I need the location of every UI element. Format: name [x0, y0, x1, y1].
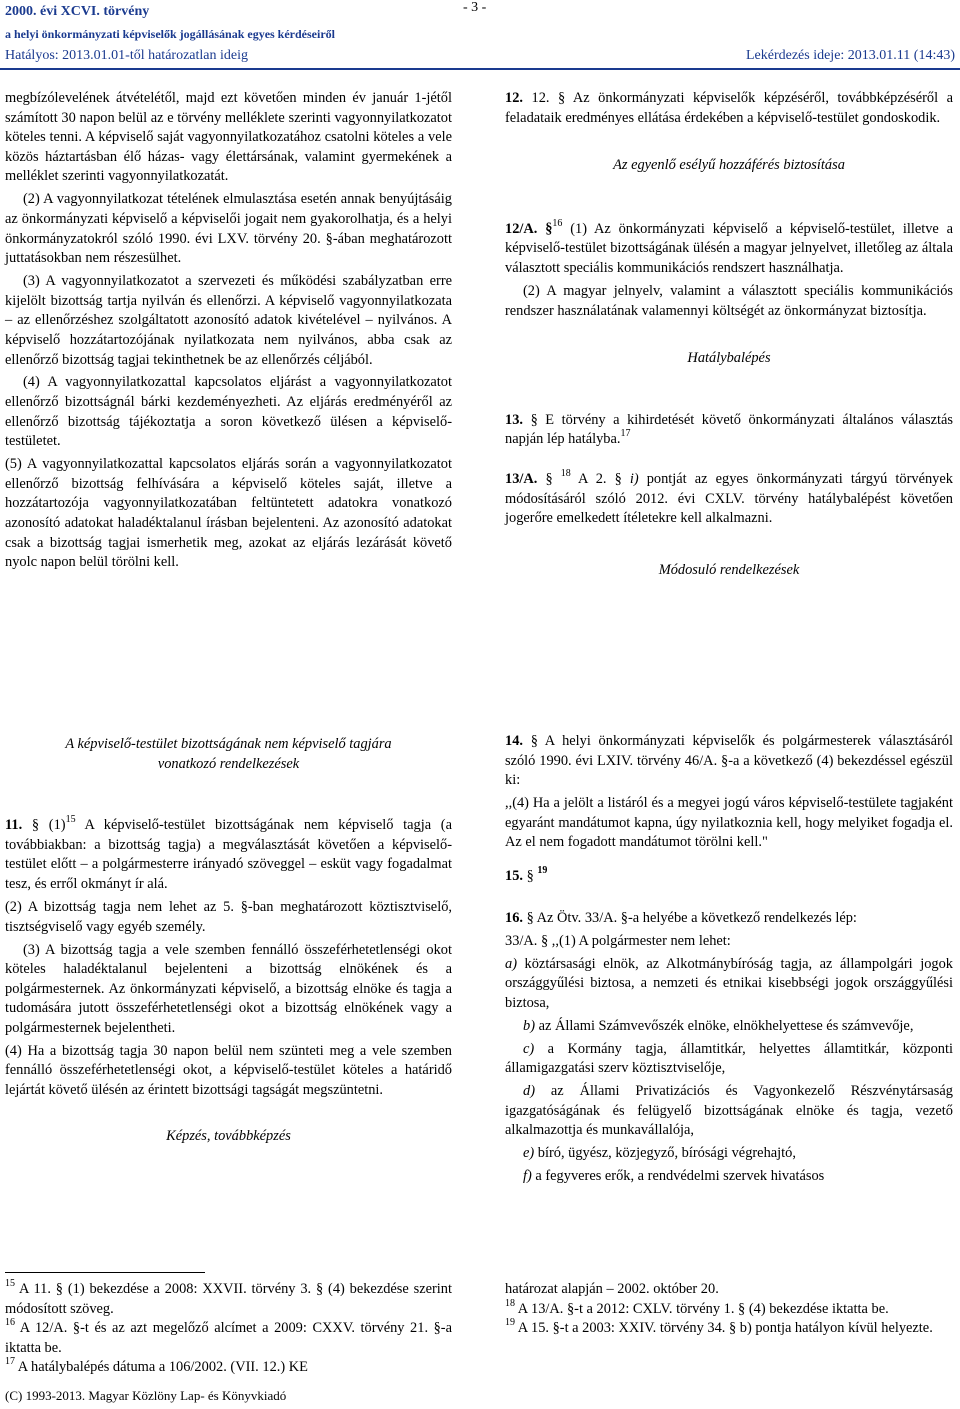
page-number: - 3 - — [463, 0, 487, 15]
left-column-top — [5, 89, 452, 576]
section-12a: 12/A. §$^{16}$ (1) Az önkormányzati képviselő a képviselő-testület, illetve a képviselő-testület bizottságának ülésén a magyar jelnyelvet, illetőleg az általa választott speciális kommunikációs rendszert használhatja. — [505, 217, 953, 276]
paragraph: (4) A vagyonnyilatkozattal kapcsolatos eljárást a vagyonnyilatkozatot ellenőrző bizottságnál bárki kezdeményezheti. Az eljárás eredményéről az ellenőrző bizottság tájékoztatja a soron következő ülésen a képviselő-testületet. — [5, 374, 452, 450]
list-item: b) az Állami Számvevőszék elnöke, elnökhelyettese és számvevője, — [523, 1017, 914, 1034]
section-heading: A képviselő-testület bizottságának nem képviselő tagjára vonatkozó rendelkezések — [65, 736, 392, 772]
left-column-bottom — [5, 735, 452, 1150]
footnote-ref[interactable]: 19 — [537, 864, 548, 876]
list-item: c) a Kormány tagja, államtitkár, helyettes államtitkár, központi államigazgatási szerv köztisztviselője, — [505, 1040, 953, 1077]
section-13a: 13/A. § $^{18}$ A 2. § i) pontját az egyes önkormányzati tárgyú törvények módosításáról szóló 2012. évi CXLV. törvény hatálybalépést követően jogerőre emelkedett ítéletekre kell alkalmazni. — [505, 467, 953, 527]
section-13: 13. § E törvény a kihirdetését követő önkormányzati általános választás napján lép hatályba.$^{17}$ — [505, 411, 953, 448]
quoted-text: 33/A. § ,,(1) A polgármester nem lehet: — [505, 932, 731, 949]
section-11: 11. § $(1)^{15}$ A képviselő-testület bizottságának nem képviselő tagja (a továbbiakban: a bizottság tagja) a megválasztását követően a képviselő-testület előtt – a polgármesterre irányadó szöveggel – esküt vagy fogadalmat tesz, és erről okmányt ír alá. — [5, 814, 452, 892]
paragraph: (2) A vagyonnyilatkozat tételének elmulasztása esetén annak benyújtásáig az önkormányzati képviselő a képviselői jogait nem gyakorolhatja, és a helyi önkormányzatokról szóló 1990. évi LXV. törvény 20. §-ában meghatározott juttatásokban nem részesülhet. — [5, 191, 452, 267]
paragraph: (3) A vagyonnyilatkozatot a szervezeti és működési szabályzatban erre kijelölt bizottság tartja nyilván és ellenőrzi. A képviselő vagyonnyilatkozata – az ellenőrzéshez szolgáltatott azonosító adatok kivételével – nyilvános. A képviselő hozzátartozójának nyilatkozata nem nyilvános, abba csak az ellenőrző bizottság tagjai tekinthetnek be az ellenőrzés céljából. — [5, 273, 452, 368]
footnotes-left — [5, 1280, 452, 1378]
quoted-text: ,,(4) Ha a jelölt a listáról és a megyei jogú város képviselő-testülete tagjaként egyaránt mandátumot kapna, úgy nyilatkoznia kell, hogy melyiket fogadja el. Az el nem fogadott mandátumot törölni kell." — [505, 795, 953, 851]
list-item: a) köztársasági elnök, az Alkotmánybíróság tagja, az állampolgári jogok országgyűlési biztosa, a nemzeti és etnikai kisebbségi jogok országgyűlési biztosa, — [505, 955, 953, 1011]
footnote: $^{15}$ A 11. § (1) bekezdése a 2008: XXVII. törvény 3. § (4) bekezdése szerint módosított szöveg. — [5, 1278, 452, 1317]
section-12: 12. 12. § Az önkormányzati képviselők képzéséről, továbbképzéséről a feladataik eredményes ellátása érdekében a képviselő-testület gondoskodik. — [505, 90, 953, 126]
footnote-divider — [5, 1272, 205, 1273]
footnote-ref[interactable]: 18 — [560, 467, 571, 479]
section-heading: Hatálybalépés — [687, 350, 771, 367]
footnote: $^{19}$ A 15. §-t a 2003: XXIV. törvény 34. § b) pontja hatályon kívül helyezte. — [505, 1317, 933, 1337]
footnote: $^{16}$ A 12/A. §-t és az azt megelőző alcímet a 2009: CXXV. törvény 21. §-a iktatta be. — [5, 1317, 452, 1356]
section-heading: Képzés, továbbképzés — [166, 1127, 291, 1144]
paragraph: (2) A magyar jelnyelv, valamint a választott speciális kommunikációs rendszer használatának valamennyi költségét az önkormányzat biztosítja. — [505, 282, 953, 319]
list-item: e) bíró, ügyész, közjegyző, bírósági végrehajtó, — [523, 1145, 796, 1162]
paragraph: (5) A vagyonnyilatkozattal kapcsolatos eljárás során a vagyonnyilatkozatot ellenőrző bizottság felhívására a képviselő köteles saját, illetve a hozzátartozója vagyonnyilatkozatában feltüntetett adatokra vonatkozó azonosító adatokat haladéktalanul írásban bejelenteni. Az azonosító adatokat csak a bizottság tagjai ismerhetik meg, azokat az eljárás lezárását követő nyolc napon belül törölni kell. — [5, 456, 452, 571]
list-item: f) a fegyveres erők, a rendvédelmi szervek hivatásos — [523, 1168, 825, 1185]
copyright: (C) 1993-2013. Magyar Közlöny Lap- és Könyvkiadó — [5, 1388, 287, 1403]
footnote: határozat alapján – 2002. október 20. — [505, 1281, 719, 1297]
section-16: 16. § Az Ötv. 33/A. §-a helyébe a következő rendelkezés lép: — [505, 909, 857, 926]
effective-date: Hatályos: 2013.01.01-től határozatlan ideig — [5, 48, 248, 63]
list-item: d) az Állami Privatizációs és Vagyonkezelő Részvénytársaság igazgatóságának és felügyelő bizottságának elnöke és tagja, vezető alkalmazottja és munkavállalója, — [505, 1083, 953, 1139]
footnote: $^{18}$ A 13/A. §-t a 2012: CXLV. törvény 1. § (4) bekezdése iktatta be. — [505, 1297, 889, 1317]
footnote-ref[interactable]: 15 — [65, 814, 76, 826]
page-header — [0, 0, 960, 70]
paragraph: megbízólevelének átvételétől, majd ezt követően minden év január 1-jétől számított 30 napon belül az e törvény melléklete szerinti vagyonnyilatkozatot köteles tenni. A képviselő saját vagyonnyilatkozatához csatolni köteles a vele közös háztartásban élő házas- vagy élettársának, valamint gyermekének a melléklet szerinti vagyonnyilatkozatát. — [5, 90, 452, 185]
law-subtitle: a helyi önkormányzati képviselők jogállásának egyes kérdéseiről — [5, 27, 335, 41]
header-divider — [0, 68, 960, 70]
footnote-ref[interactable]: 17 — [620, 428, 631, 440]
query-time: Lekérdezés ideje: 2013.01.11 (14:43) — [745, 48, 955, 63]
paragraph: (4) Ha a bizottság tagja 30 napon belül nem szünteti meg a vele szemben fennálló összeférhetetlenségi okot, a képviselő-testület köteles a határidő lejártát követő ülésén az érintett bizottsági tagságát megszüntetni. — [5, 1042, 452, 1099]
footnote-ref[interactable]: 16 — [552, 217, 563, 229]
paragraph: (3) A bizottság tagja a vele szemben fennálló összeférhetetlenségi okot köteles haladéktalanul bejelenteni a bizottság elnökének és a polgármesternek. Az önkormányzati képviselő, a bizottság elnöke és tagja a tudomására jutott összeférhetetlenségi okot a bizottság elnökének vagy a polgármesternek bejelentheti. — [5, 941, 452, 1036]
right-column-bottom — [505, 732, 953, 1190]
section-heading: Az egyenlő esélyű hozzáférés biztosítása — [613, 157, 845, 174]
right-column-top — [505, 89, 953, 584]
section-15: 15. § $^{19}$ — [505, 864, 548, 884]
paragraph: (2) A bizottság tagja nem lehet az 5. §-ban meghatározott köztisztviselő, tisztségviselő vagy egyéb személy. — [5, 898, 452, 935]
footnote: $^{17}$ A hatálybalépés dátuma a 106/2002. (VII. 12.) KE — [5, 1356, 308, 1376]
section-heading: Módosuló rendelkezések — [658, 561, 800, 578]
law-title: 2000. évi XCVI. törvény — [5, 4, 150, 19]
footnotes-right — [505, 1280, 953, 1339]
section-14: 14. § A helyi önkormányzati képviselők és polgármesterek választásáról szóló 1990. évi LXIV. törvény 46/A. §-a a következő (4) bekezdéssel egészül ki: — [505, 733, 953, 789]
